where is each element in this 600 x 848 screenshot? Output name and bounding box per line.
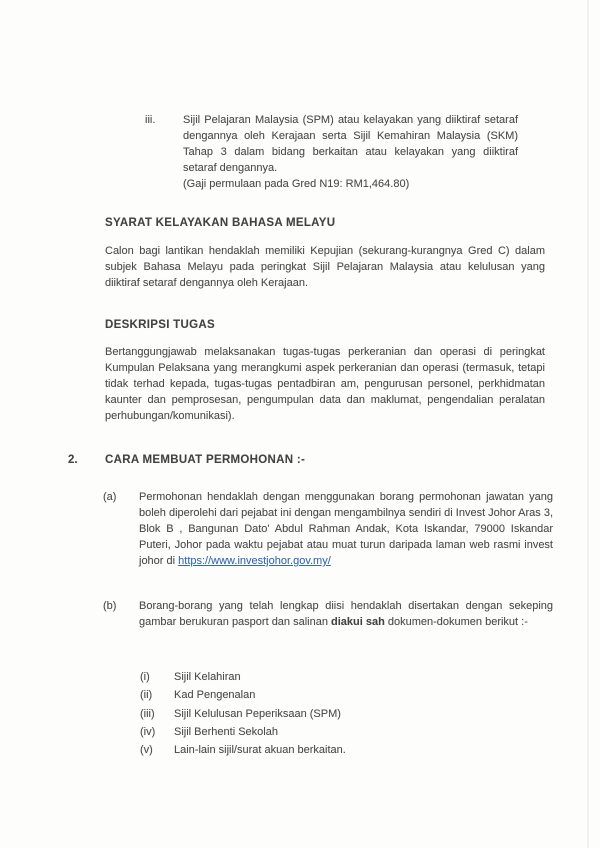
syarat-bahasa-paragraph: Calon bagi lantikan hendaklah memiliki Kepujian (sekurang-kurangnya Gred C) dalam subjek Bahasa Melayu pada peringkat Sijil Pelajaran Malaysia atau kelulusan yang diiktiraf setaraf dengannya oleh Kerajaan. (105, 245, 545, 289)
salary-note: (Gaji permulaan pada Gred N19: RM1,464.80) (183, 178, 410, 190)
list-item-numeral: (v) (140, 744, 153, 757)
list-item-numeral: (ii) (140, 689, 153, 702)
list-item (140, 686, 500, 704)
list-item-label: Sijil Kelahiran (174, 671, 241, 683)
clause-iii-body (183, 112, 518, 192)
list-item (140, 668, 500, 686)
section2-number: 2. (68, 454, 78, 466)
list-item-label: Kad Pengenalan (174, 689, 256, 702)
document-checklist (140, 668, 500, 759)
item-b-text-1: Borang-borang yang telah lengkap diisi hendaklah disertakan dengan sekeping gambar berukuran pasport dan salinan (139, 600, 553, 628)
section-heading-cara-permohonan: CARA MEMBUAT PERMOHONAN :- (105, 454, 306, 466)
list-item-label: Sijil Kelulusan Peperiksaan (SPM) (174, 707, 341, 720)
list-item-numeral: (iii) (140, 707, 155, 720)
scan-artifact-line (587, 0, 589, 848)
diakui-sah-emphasis: diakui sah (331, 616, 385, 628)
section-heading-deskripsi-tugas: DESKRIPSI TUGAS (105, 319, 215, 331)
section2-heading-row (68, 452, 548, 468)
clause-iii (145, 112, 518, 192)
clause-iii-numeral: iii. (145, 114, 156, 126)
item-b (103, 598, 553, 630)
item-b-label: (b) (103, 600, 117, 612)
list-item-numeral: (i) (140, 671, 150, 683)
investjohor-link[interactable]: https://www.investjohor.gov.my/ (178, 555, 331, 567)
list-item (140, 705, 500, 723)
clause-iii-text: Sijil Pelajaran Malaysia (SPM) atau kelayakan yang diiktiraf setaraf dengannya oleh Kerajaan serta Sijil Kemahiran Malaysia (SKM) Tahap 3 dalam bidang berkaitan atau kelayakan yang diiktiraf setaraf dengannya. (183, 114, 518, 174)
section-heading-syarat-bahasa: SYARAT KELAYAKAN BAHASA MELAYU (105, 217, 336, 229)
list-item-numeral: (iv) (140, 725, 156, 738)
item-b-text-2: dokumen-dokumen berikut :- (384, 616, 528, 628)
list-item-label: Sijil Berhenti Sekolah (174, 725, 278, 738)
deskripsi-tugas-paragraph: Bertanggungjawab melaksanakan tugas-tugas perkeranian dan operasi di peringkat Kumpulan Pelaksana yang merangkumi aspek perkeranian dan operasi (termasuk, tetapi tidak terhad kepada, tugas-tugas pentadbiran am, pengurusan personel, perkhidmatan kaunter dan pemprosesan, pengumpulan data dan maklumat, pengendalian peralatan perhubungan/komunikasi). (105, 346, 545, 422)
item-a-label: (a) (103, 491, 117, 503)
item-a-paragraph (139, 489, 553, 569)
list-item-label: Lain-lain sijil/surat akuan berkaitan. (174, 744, 346, 757)
item-b-paragraph (139, 598, 553, 630)
item-a-text: Permohonan hendaklah dengan menggunakan borang permohonan jawatan yang boleh diperolehi dari pejabat ini dengan mengambilnya sendiri di Invest Johor Aras 3, Blok B , Bangunan Dato' Abdul Rahman Andak, Kota Iskandar, 79000 Iskandar Puteri, Johor pada waktu pejabat atau muat turun daripada laman web rasmi invest johor di (139, 491, 553, 567)
item-a (103, 489, 553, 569)
list-item (140, 723, 500, 741)
list-item (140, 741, 500, 759)
